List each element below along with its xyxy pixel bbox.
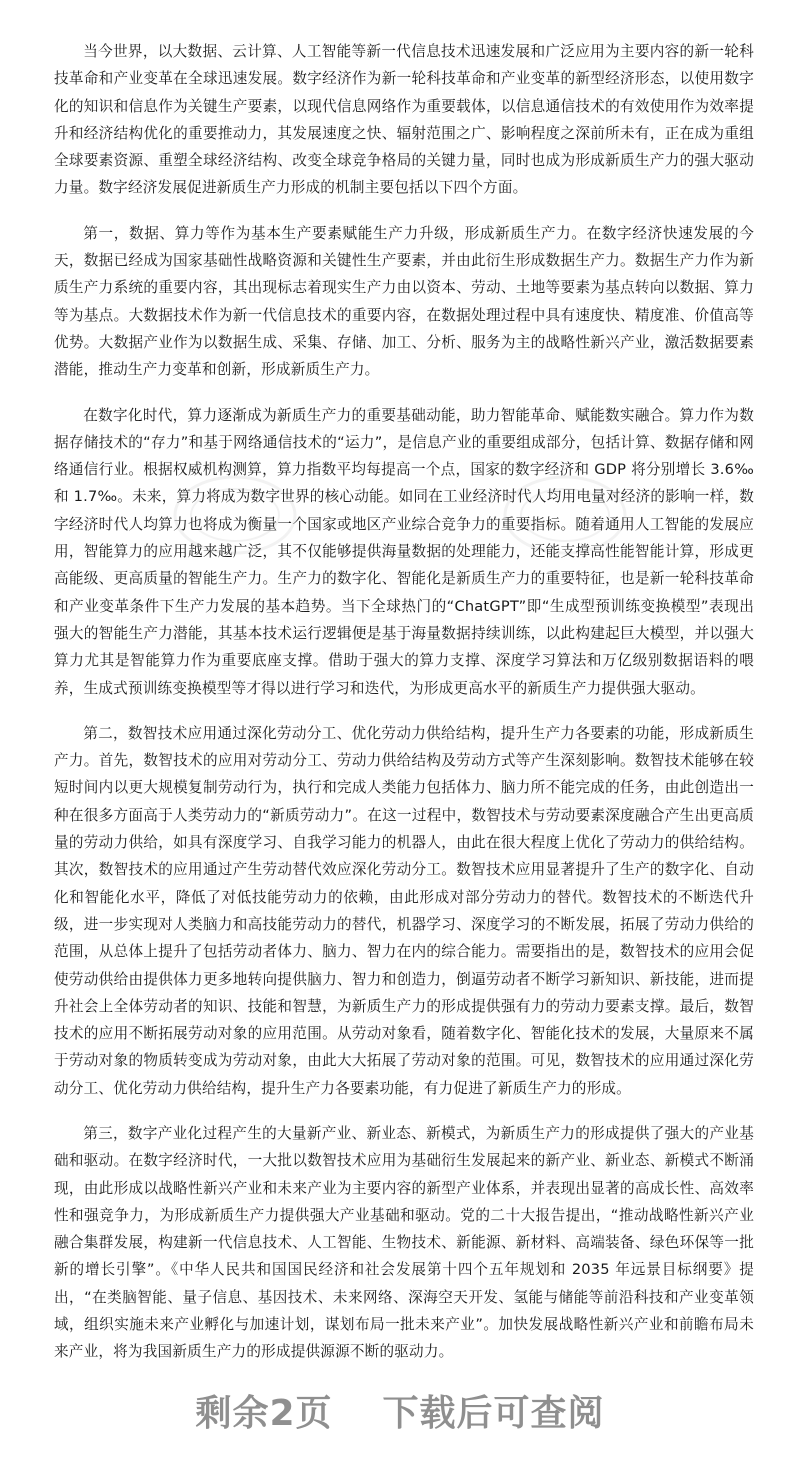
watermark-logo xyxy=(170,470,300,560)
remaining-pages-label: 剩余2页 xyxy=(195,1392,333,1434)
paragraph-intro: 当今世界，以大数据、云计算、人工智能等新一代信息技术迅速发展和广泛应用为主要内容的新一轮科技革命和产业变革在全球迅速发展。数字经济作为新一轮科技革命和产业变革的新型经济形态，以使用数字化的知识和信息作为关键生产要素，以现代信息网络作为重要载体，以信息通信技术的有效使用作为效率提升和经济结构优化的重要推动力，其发展速度之快、辐射范围之广、影响程度之深前所未有，正在成为重组全球要素资源、重塑全球经济结构、改变全球竞争格局的关键力量，同时也成为形成新质生产力的强大驱动力量。数字经济发展促进新质生产力形成的机制主要包括以下四个方面。 xyxy=(54,43,754,197)
paragraph-computing-power: 在数字化时代，算力逐渐成为新质生产力的重要基础动能，助力智能革命、赋能数实融合。算力作为数据存储技术的“存力”和基于网络通信技术的“运力”，是信息产业的重要组成部分，包括计算、数据存储和网络通信行业。根据权威机构测算，算力指数平均每提高一个点，国家的数字经济和 GDP 将分别增长 3.6‰和 1.7‰。未来，算力将成为数字世界的核心动能。如同在工业经济时代人均用电量对经济的影响一样，数字经济时代人均算力也将成为衡量一个国家或地区产业综合竞争力的重要指标。随着通用人工智能的发展应用，智能算力的应用越来越广泛，其不仅能够提供海量数据的处理能力，还能支撑高性能智能计算，形成更高能级、更高质量的智能生产力。生产力的数字化、智能化是新质生产力的重要特征，也是新一轮科技革命和产业变革条件下生产力发展的基本趋势。当下全球热门的“ChatGPT”即“生成型预训练变换模型”表现出强大的智能生产力潜能，其基本技术运行逻辑便是基于海量数据持续训练，以此构建起巨大模型，并以强大算力尤其是智能算力作为重要底座支撑。借助于强大的算力支撑、深度学习算法和万亿级别数据语料的喂养，生成式预训练变换模型等才得以进行学习和迭代，为形成更高水平的新质生产力提供强大驱动。 xyxy=(54,406,754,697)
download-to-view-label[interactable]: 下载后可查阅 xyxy=(382,1392,605,1434)
document-body xyxy=(54,38,754,1384)
paragraph-second-point: 第二，数智技术应用通过深化劳动分工、优化劳动力供给结构，提升生产力各要素的功能，形成新质生产力。首先，数智技术的应用对劳动分工、劳动力供给结构及劳动方式等产生深刻影响。数智技术能够在较短时间内以更大规模复制劳动行为，执行和完成人类能力包括体力、脑力所不能完成的任务，由此创造出一种在很多方面高于人类劳动力的“新质劳动力”。在这一过程中，数智技术与劳动要素深度融合产生出更高质量的劳动力供给，如具有深度学习、自我学习能力的机器人，由此在很大程度上优化了劳动力的供给结构。其次，数智技术的应用通过产生劳动替代效应深化劳动分工。数智技术应用显著提升了生产的数字化、自动化和智能化水平，降低了对低技能劳动力的依赖，由此形成对部分劳动力的替代。数智技术的不断迭代升级，进一步实现对人类脑力和高技能劳动力的替代，机器学习、深度学习的不断发展，拓展了劳动力供给的范围，从总体上提升了包括劳动者体力、脑力、智力在内的综合能力。需要指出的是，数智技术的应用会促使劳动供给由提供体力更多地转向提供脑力、智力和创造力，倒逼劳动者不断学习新知识、新技能，进而提升社会上全体劳动者的知识、技能和智慧，为新质生产力的形成提供强有力的劳动力要素支撑。最后，数智技术的应用不断拓展劳动对象的应用范围。从劳动对象看，随着数字化、智能化技术的发展，大量原来不属于劳动对象的物质转变成为劳动对象，由此大大拓展了劳动对象的范围。可见，数智技术的应用通过深化劳动分工、优化劳动力供给结构，提升生产力各要素功能，有力促进了新质生产力的形成。 xyxy=(54,724,754,1097)
paragraph-first-point: 第一，数据、算力等作为基本生产要素赋能生产力升级，形成新质生产力。在数字经济快速发展的今天，数据已经成为国家基础性战略资源和关键性生产要素，并由此衍生形成数据生产力。数据生产力作为新质生产力系统的重要内容，其出现标志着现实生产力由以资本、劳动、土地等要素为基点转向以数据、算力等为基点。大数据技术作为新一代信息技术的重要内容，在数据处理过程中具有速度快、精度准、价值高等优势。大数据产业作为以数据生成、采集、存储、加工、分析、服务为主的战略性新兴产业，激活数据要素潜能，推动生产力变革和创新，形成新质生产力。 xyxy=(54,224,754,379)
download-prompt[interactable] xyxy=(0,1380,800,1440)
watermark-logo xyxy=(500,470,630,560)
paragraph-third-point: 第三，数字产业化过程产生的大量新产业、新业态、新模式，为新质生产力的形成提供了强大的产业基础和驱动。在数字经济时代，一大批以数智技术应用为基础衍生发展起来的新产业、新业态、新模式不断涌现，由此形成以战略性新兴产业和未来产业为主要内容的新型产业体系，并表现出显著的高成长性、高效率性和强竞争力，为形成新质生产力提供强大产业基础和驱动。党的二十大报告提出，“推动战略性新兴产业融合集群发展，构建新一代信息技术、人工智能、生物技术、新能源、新材料、高端装备、绿色环保等一批新的增长引擎”。《中华人民共和国国民经济和社会发展第十四个五年规划和 2035 年远景目标纲要》提出，“在类脑智能、量子信息、基因技术、未来网络、深海空天开发、氢能与储能等前沿科技和产业变革领域，组织实施未来产业孵化与加速计划，谋划布局一批未来产业”。加快发展战略性新兴产业和前瞻布局未来产业，将为我国新质生产力的形成提供源源不断的驱动力。 xyxy=(54,1124,754,1361)
